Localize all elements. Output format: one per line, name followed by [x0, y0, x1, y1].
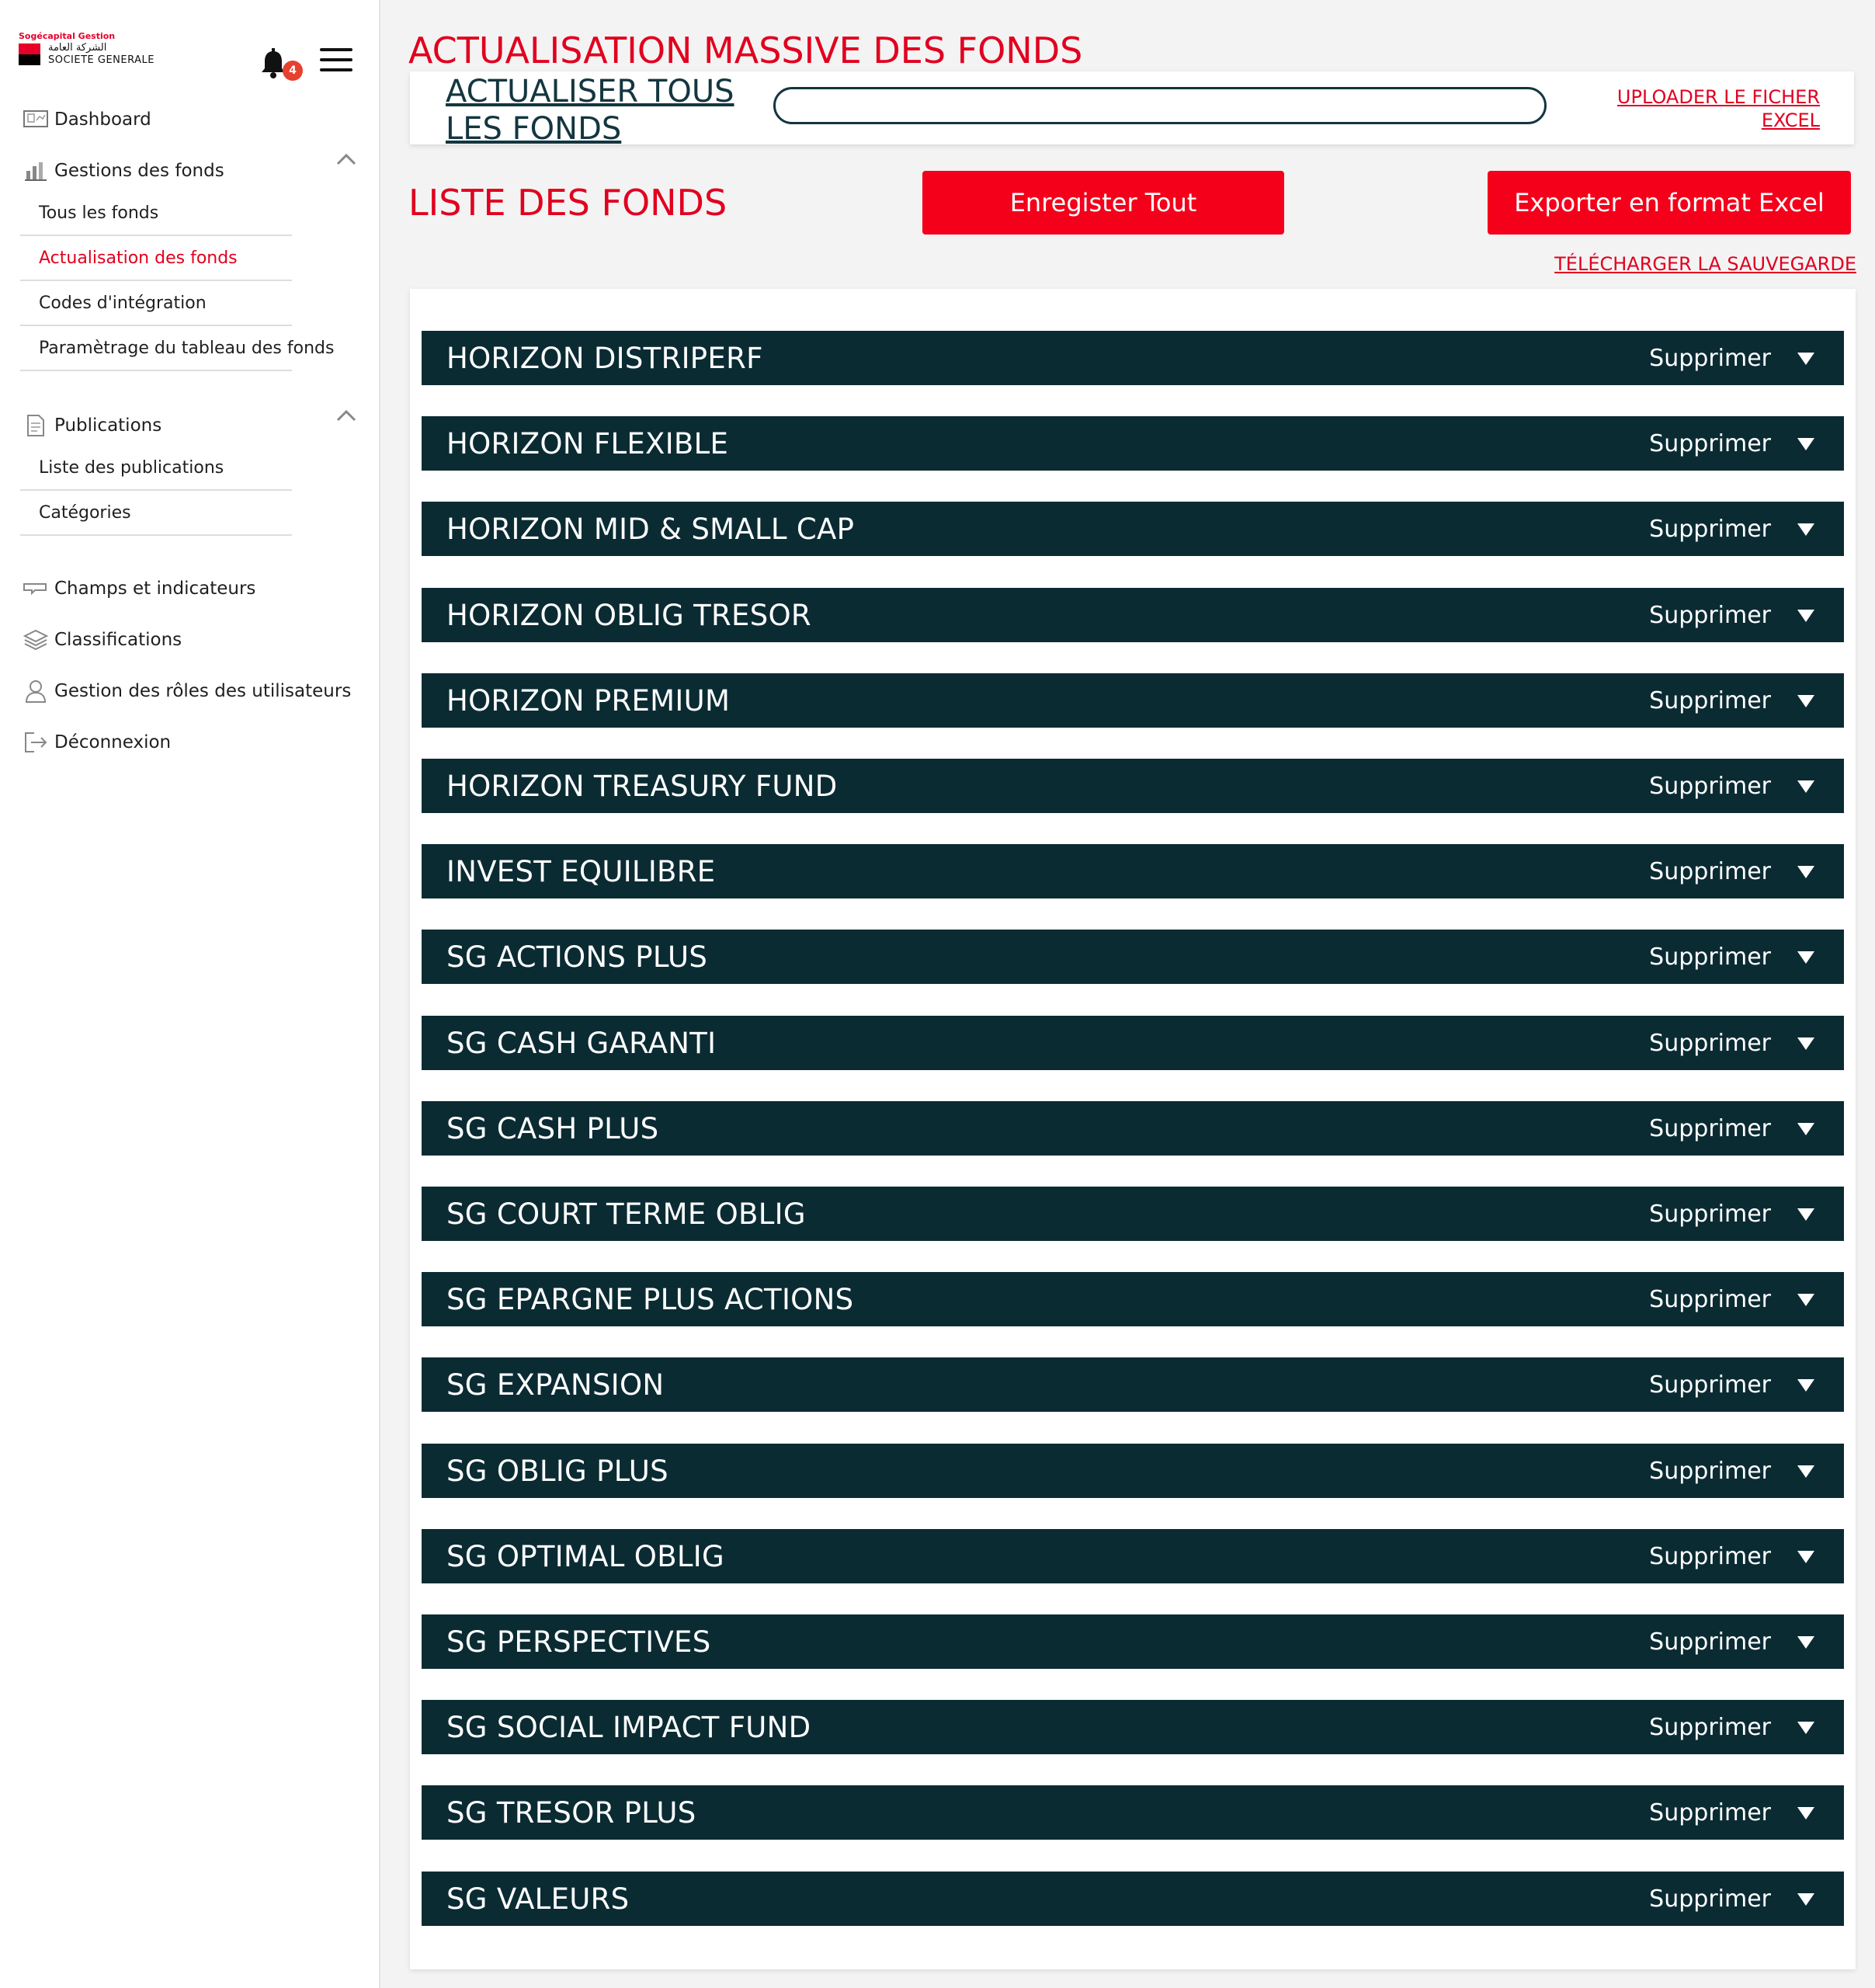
- delete-fund-button[interactable]: Supprimer: [1649, 344, 1771, 372]
- fund-row[interactable]: [422, 1272, 1844, 1326]
- caret-down-icon[interactable]: [1797, 610, 1814, 622]
- fund-name: SG EPARGNE PLUS ACTIONS: [446, 1282, 854, 1316]
- caret-down-icon[interactable]: [1797, 1123, 1814, 1135]
- societe-generale-logo: [19, 31, 174, 68]
- delete-fund-button[interactable]: Supprimer: [1649, 1371, 1771, 1399]
- chevron-up-icon[interactable]: [335, 152, 357, 166]
- caret-down-icon[interactable]: [1797, 1807, 1814, 1819]
- delete-fund-button[interactable]: Supprimer: [1649, 1542, 1771, 1570]
- sidebar-item-fund-management[interactable]: [22, 155, 224, 186]
- fund-row[interactable]: [422, 331, 1844, 385]
- caret-down-icon[interactable]: [1797, 438, 1814, 450]
- fund-list: [410, 289, 1856, 1969]
- caret-down-icon[interactable]: [1797, 951, 1814, 964]
- delete-fund-button[interactable]: Supprimer: [1649, 1713, 1771, 1741]
- fund-name: HORIZON FLEXIBLE: [446, 426, 729, 461]
- fund-name: SG EXPANSION: [446, 1368, 665, 1402]
- user-icon: [22, 679, 50, 703]
- fund-row[interactable]: [422, 1785, 1844, 1840]
- upload-excel-link[interactable]: UPLOADER LE FICHER EXCEL: [1616, 86, 1820, 131]
- sidebar-item-label: Champs et indicateurs: [54, 579, 256, 599]
- notification-badge: 4: [283, 61, 303, 81]
- delete-fund-button[interactable]: Supprimer: [1649, 686, 1771, 714]
- delete-fund-button[interactable]: Supprimer: [1649, 1799, 1771, 1826]
- page-title: ACTUALISATION MASSIVE DES FONDS: [408, 30, 1083, 71]
- logo-arabic-text: الشركة العامة: [48, 42, 107, 54]
- fund-row[interactable]: [422, 1187, 1844, 1241]
- caret-down-icon[interactable]: [1797, 1722, 1814, 1734]
- logo-latin-text: SOCIETE GENERALE: [48, 54, 155, 66]
- fund-name: SG PERSPECTIVES: [446, 1625, 711, 1659]
- caret-down-icon[interactable]: [1797, 1379, 1814, 1392]
- fund-name: HORIZON MID & SMALL CAP: [446, 512, 855, 546]
- fund-list-title: LISTE DES FONDS: [408, 182, 727, 224]
- caret-down-icon[interactable]: [1797, 1465, 1814, 1478]
- logo-mark: [19, 43, 40, 65]
- sidebar-subitem-integration-codes[interactable]: Codes d'intégration: [20, 281, 292, 326]
- delete-fund-button[interactable]: Supprimer: [1649, 1114, 1771, 1142]
- fund-row[interactable]: [422, 1016, 1844, 1070]
- file-input[interactable]: [773, 87, 1547, 124]
- delete-fund-button[interactable]: Supprimer: [1649, 1200, 1771, 1228]
- sidebar-subitem-publication-list[interactable]: Liste des publications: [20, 446, 292, 491]
- update-all-funds-link[interactable]: ACTUALISER TOUS LES FONDS: [446, 74, 734, 147]
- fund-name: INVEST EQUILIBRE: [446, 854, 716, 888]
- fund-name: HORIZON PREMIUM: [446, 683, 731, 718]
- sidebar-item-publications[interactable]: [22, 410, 161, 441]
- caret-down-icon[interactable]: [1797, 1037, 1814, 1050]
- caret-down-icon[interactable]: [1797, 780, 1814, 793]
- fund-row[interactable]: [422, 588, 1844, 642]
- sidebar-item-label: Gestion des rôles des utilisateurs: [54, 681, 352, 701]
- fund-row[interactable]: [422, 502, 1844, 556]
- delete-fund-button[interactable]: Supprimer: [1649, 429, 1771, 457]
- fund-name: SG COURT TERME OBLIG: [446, 1197, 806, 1231]
- fund-name: HORIZON OBLIG TRESOR: [446, 598, 811, 632]
- fund-name: SG VALEURS: [446, 1882, 630, 1916]
- delete-fund-button[interactable]: Supprimer: [1649, 515, 1771, 543]
- caret-down-icon[interactable]: [1797, 353, 1814, 365]
- sidebar-item-label: Gestions des fonds: [54, 161, 224, 181]
- fund-row[interactable]: [422, 1614, 1844, 1669]
- chevron-up-icon[interactable]: [335, 408, 357, 422]
- menu-hamburger-icon[interactable]: [320, 48, 352, 73]
- delete-fund-button[interactable]: Supprimer: [1649, 1628, 1771, 1656]
- dashboard-icon: [22, 108, 50, 131]
- upload-panel: [410, 71, 1854, 147]
- save-all-button[interactable]: Enregister Tout: [922, 171, 1284, 235]
- fund-row[interactable]: [422, 673, 1844, 728]
- fund-row[interactable]: [422, 1872, 1844, 1926]
- delete-fund-button[interactable]: Supprimer: [1649, 1885, 1771, 1913]
- fund-name: SG CASH PLUS: [446, 1111, 659, 1145]
- caret-down-icon[interactable]: [1797, 1294, 1814, 1306]
- fund-name: SG CASH GARANTI: [446, 1026, 717, 1060]
- sidebar-subitem-all-funds[interactable]: Tous les fonds: [20, 191, 292, 236]
- fund-name: SG TRESOR PLUS: [446, 1795, 696, 1830]
- logout-icon: [22, 731, 50, 754]
- caret-down-icon[interactable]: [1797, 1208, 1814, 1221]
- sidebar-item-dashboard[interactable]: [22, 104, 151, 135]
- fund-management-icon: [22, 159, 50, 182]
- caret-down-icon[interactable]: [1797, 523, 1814, 536]
- fund-name: SG SOCIAL IMPACT FUND: [446, 1710, 811, 1744]
- sidebar-item-user-roles[interactable]: [22, 676, 351, 707]
- delete-fund-button[interactable]: Supprimer: [1649, 601, 1771, 629]
- fund-row[interactable]: [422, 1529, 1844, 1583]
- sidebar: [0, 0, 380, 1988]
- fund-row[interactable]: [422, 844, 1844, 898]
- fund-name: SG OBLIG PLUS: [446, 1454, 668, 1488]
- fund-name: HORIZON TREASURY FUND: [446, 769, 838, 803]
- caret-down-icon[interactable]: [1797, 1636, 1814, 1649]
- layers-icon: [22, 628, 50, 652]
- sidebar-item-fields-indicators[interactable]: [22, 573, 255, 604]
- fund-row[interactable]: [422, 1101, 1844, 1156]
- caret-down-icon[interactable]: [1797, 695, 1814, 707]
- sidebar-item-label: Publications: [54, 415, 162, 436]
- fund-row[interactable]: [422, 1357, 1844, 1412]
- tag-field-icon: [22, 577, 50, 600]
- delete-fund-button[interactable]: Supprimer: [1649, 857, 1771, 885]
- fund-row[interactable]: [422, 759, 1844, 813]
- delete-fund-button[interactable]: Supprimer: [1649, 1457, 1771, 1485]
- fund-name: HORIZON DISTRIPERF: [446, 341, 763, 375]
- document-icon: [22, 414, 50, 437]
- sidebar-subitem-fund-update[interactable]: Actualisation des fonds: [20, 236, 292, 281]
- fund-row[interactable]: [422, 1700, 1844, 1754]
- fund-name: SG OPTIMAL OBLIG: [446, 1539, 724, 1573]
- fund-name: SG ACTIONS PLUS: [446, 940, 708, 974]
- sidebar-item-logout[interactable]: [22, 727, 171, 758]
- caret-down-icon[interactable]: [1797, 1893, 1814, 1906]
- download-backup-link[interactable]: TÉLÉCHARGER LA SAUVEGARDE: [1554, 253, 1856, 275]
- sidebar-item-label: Dashboard: [54, 109, 151, 130]
- logo-subtitle: Sogécapital Gestion: [19, 31, 116, 41]
- sidebar-item-classifications[interactable]: [22, 624, 182, 655]
- caret-down-icon[interactable]: [1797, 866, 1814, 878]
- delete-fund-button[interactable]: Supprimer: [1649, 1029, 1771, 1057]
- delete-fund-button[interactable]: Supprimer: [1649, 772, 1771, 800]
- sidebar-subitem-categories[interactable]: Catégories: [20, 491, 292, 536]
- delete-fund-button[interactable]: Supprimer: [1649, 943, 1771, 971]
- caret-down-icon[interactable]: [1797, 1551, 1814, 1563]
- sidebar-item-label: Classifications: [54, 630, 182, 650]
- sidebar-item-label: Déconnexion: [54, 732, 172, 752]
- fund-row[interactable]: [422, 1444, 1844, 1498]
- delete-fund-button[interactable]: Supprimer: [1649, 1285, 1771, 1313]
- sidebar-subitem-fund-table-settings[interactable]: Paramètrage du tableau des fonds: [20, 326, 292, 371]
- fund-row[interactable]: [422, 930, 1844, 984]
- fund-row[interactable]: [422, 416, 1844, 471]
- export-excel-button[interactable]: Exporter en format Excel: [1488, 171, 1851, 235]
